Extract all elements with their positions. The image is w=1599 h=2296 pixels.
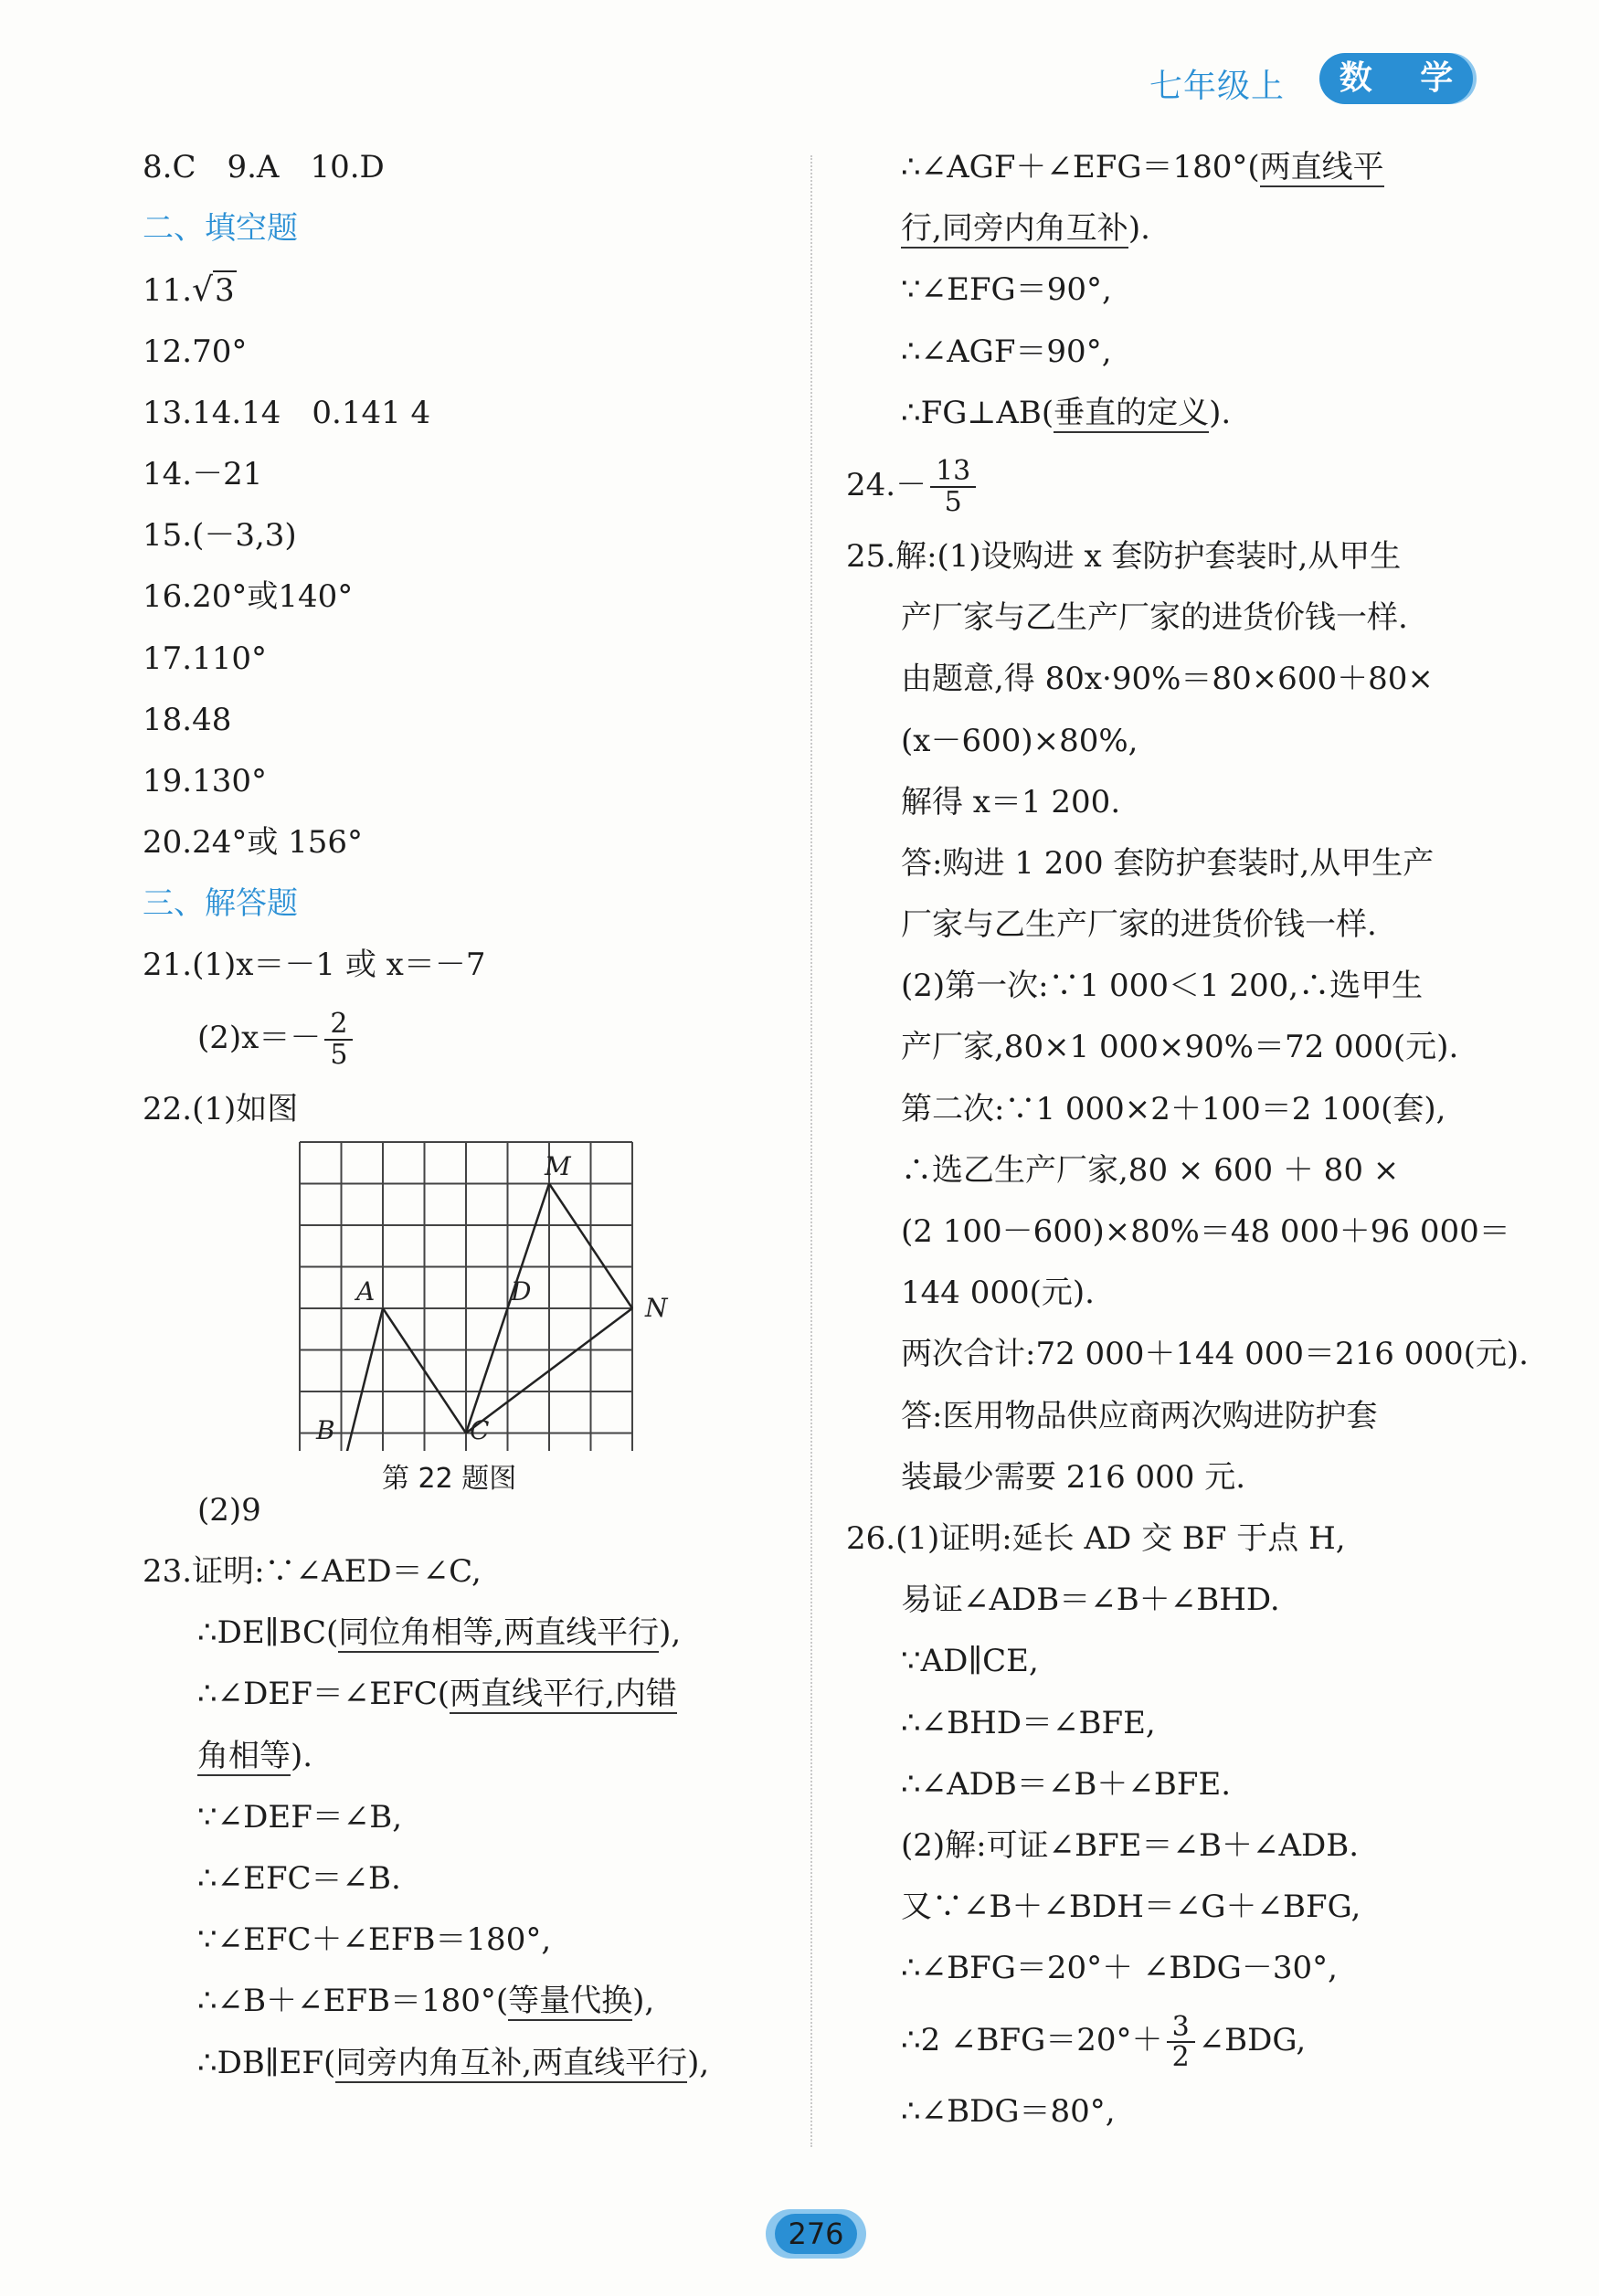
answer-24: 24.－ $\frac{13}{5}$: [846, 444, 1486, 526]
answer-12: 12.70°: [143, 333, 248, 370]
solution-26-line6: (2)解:可证∠BFE＝∠B＋∠ADB.: [901, 1826, 1360, 1864]
solution-26-line7: 又∵∠B＋∠BDH＝∠G＋∠BFG,: [901, 1889, 1361, 1926]
answer-11-radicand: 3: [215, 272, 235, 310]
solution-25-line2: 产厂家与乙生产厂家的进货价钱一样.: [901, 599, 1408, 637]
solution-25-line16: 装最少需要 216 000 元.: [901, 1458, 1246, 1496]
solution-25-line5: 解得 x＝1 200.: [901, 783, 1121, 820]
solution-25-line6: 答:购进 1 200 套防护套装时,从甲生产: [901, 844, 1435, 882]
subject-badge: 数 学: [1319, 53, 1473, 104]
proof-23-line5: ∵∠DEF＝∠B,: [197, 1798, 403, 1836]
solution-25-line11: ∴选乙生产厂家,80 × 600 ＋ 80 ×: [901, 1151, 1400, 1189]
answer-11: 11.√3: [143, 271, 235, 310]
answer-20: 20.24°或 156°: [143, 824, 364, 862]
point-label-c: C: [470, 1414, 490, 1445]
point-label-m: M: [545, 1150, 571, 1181]
proof-23-line12: ∵∠EFG＝90°,: [901, 271, 1112, 309]
section-heading-solutions: 三、解答题: [143, 885, 298, 923]
proof-23-line13: ∴∠AGF＝90°,: [901, 333, 1112, 370]
answer-17: 17.110°: [143, 640, 267, 677]
answer-22-part1: 22.(1)如图: [143, 1090, 299, 1127]
solution-26-line4: ∴∠BHD＝∠BFE,: [901, 1704, 1156, 1741]
point-label-a: A: [356, 1275, 376, 1307]
page-number-badge: [766, 2209, 866, 2259]
answer-21-part1: 21.(1)x＝－1 或 x＝－7: [143, 947, 486, 984]
solution-26-line1: 26.(1)证明:延长 AD 交 BF 于点 H,: [846, 1519, 1346, 1557]
proof-23-line2: ∴DE∥BC(同位角相等,两直线平行),: [197, 1614, 682, 1652]
left-column: [143, 137, 782, 2094]
page-number: 276: [775, 2214, 857, 2254]
solution-26-line10: ∴∠BDG＝80°,: [901, 2093, 1116, 2131]
segment-ba: [342, 1308, 384, 1451]
answer-16: 16.20°或140°: [143, 578, 354, 616]
point-label-b: B: [316, 1414, 335, 1445]
answer-19: 19.130°: [143, 762, 267, 799]
right-column: [846, 137, 1529, 2143]
section-heading-fill-blank: 二、填空题: [143, 210, 298, 248]
solution-26-line2: 易证∠ADB＝∠B＋∠BHD.: [901, 1582, 1280, 1619]
point-label-n: N: [645, 1292, 668, 1323]
solution-25-line12: (2 100－600)×80%＝48 000＋96 000＝: [901, 1213, 1510, 1250]
solution-25-line4: (x－600)×80%,: [901, 722, 1138, 759]
proof-23-line8: ∴∠B＋∠EFB＝180°(等量代换),: [197, 1983, 655, 2020]
grid-figure: [298, 1140, 682, 1451]
answer-8-10: 8.C 9.A 10.D: [143, 149, 385, 185]
answer-15: 15.(－3,3): [143, 517, 297, 555]
answer-22-part2: (2)9: [197, 1491, 261, 1529]
figure-caption: 第 22 题图: [382, 1462, 517, 1495]
solution-25-line3: 由题意,得 80x·90%＝80×600＋80×: [901, 661, 1434, 698]
answer-13: 13.14.14 0.141 4: [143, 394, 431, 431]
proof-23-line10: ∴∠AGF＋∠EFG＝180°(两直线平: [901, 149, 1384, 185]
proof-23-line9: ∴DB∥EF(同旁内角互补,两直线平行),: [197, 2044, 710, 2081]
solution-25-line13: 144 000(元).: [901, 1275, 1095, 1312]
proof-23-line1: 23.证明:∵∠AED＝∠C,: [143, 1553, 482, 1590]
proof-23-line3: ∴∠DEF＝∠EFC(两直线平行,内错: [197, 1676, 677, 1713]
proof-23-line7: ∵∠EFC＋∠EFB＝180°,: [197, 1921, 552, 1959]
solution-25-line15: 答:医用物品供应商两次购进防护套: [901, 1397, 1378, 1434]
solution-26-line5: ∴∠ADB＝∠B＋∠BFE.: [901, 1765, 1232, 1803]
solution-25-line8: (2)第一次:∵1 000＜1 200,∴选甲生: [901, 968, 1424, 1005]
solution-26-line9: ∴2 ∠BFG＝20°＋ $\frac{3}{2}$ ∠BDG,: [901, 2010, 1307, 2074]
solution-25-line10: 第二次:∵1 000×2＋100＝2 100(套),: [901, 1090, 1446, 1127]
proof-23-line6: ∴∠EFC＝∠B.: [197, 1859, 401, 1897]
solution-25-line9: 产厂家,80×1 000×90%＝72 000(元).: [901, 1029, 1459, 1066]
solution-25-line7: 厂家与乙生产厂家的进货价钱一样.: [901, 906, 1377, 944]
point-label-d: D: [511, 1275, 532, 1307]
answer-18: 18.48: [143, 701, 232, 738]
solution-25-line14: 两次合计:72 000＋144 000＝216 000(元).: [901, 1336, 1529, 1373]
answer-21-part2: (2)x＝－ $\frac{2}{5}$: [143, 997, 782, 1079]
proof-23-line14: ∴FG⊥AB(垂直的定义).: [901, 394, 1232, 431]
figure-22: [143, 1140, 782, 1495]
fraction: $\frac{13}{5}$: [930, 457, 976, 516]
answer-11-number: 11.: [143, 272, 193, 310]
answer-14: 14.－21: [143, 455, 263, 492]
fraction: $\frac{3}{2}$: [1167, 2013, 1195, 2072]
solution-25-line1: 25.解:(1)设购进 x 套防护套装时,从甲生: [846, 537, 1402, 575]
column-divider: [810, 155, 812, 2147]
grade-label: 七年级上: [1149, 68, 1286, 105]
proof-23-line11: 行,同旁内角互补).: [901, 210, 1150, 248]
proof-23-line4: 角相等).: [197, 1737, 313, 1774]
solution-26-line8: ∴∠BFG＝20°＋ ∠BDG－30°,: [901, 1950, 1338, 1987]
solution-26-line3: ∵AD∥CE,: [901, 1643, 1039, 1680]
fraction: $\frac{2}{5}$: [324, 1010, 353, 1069]
